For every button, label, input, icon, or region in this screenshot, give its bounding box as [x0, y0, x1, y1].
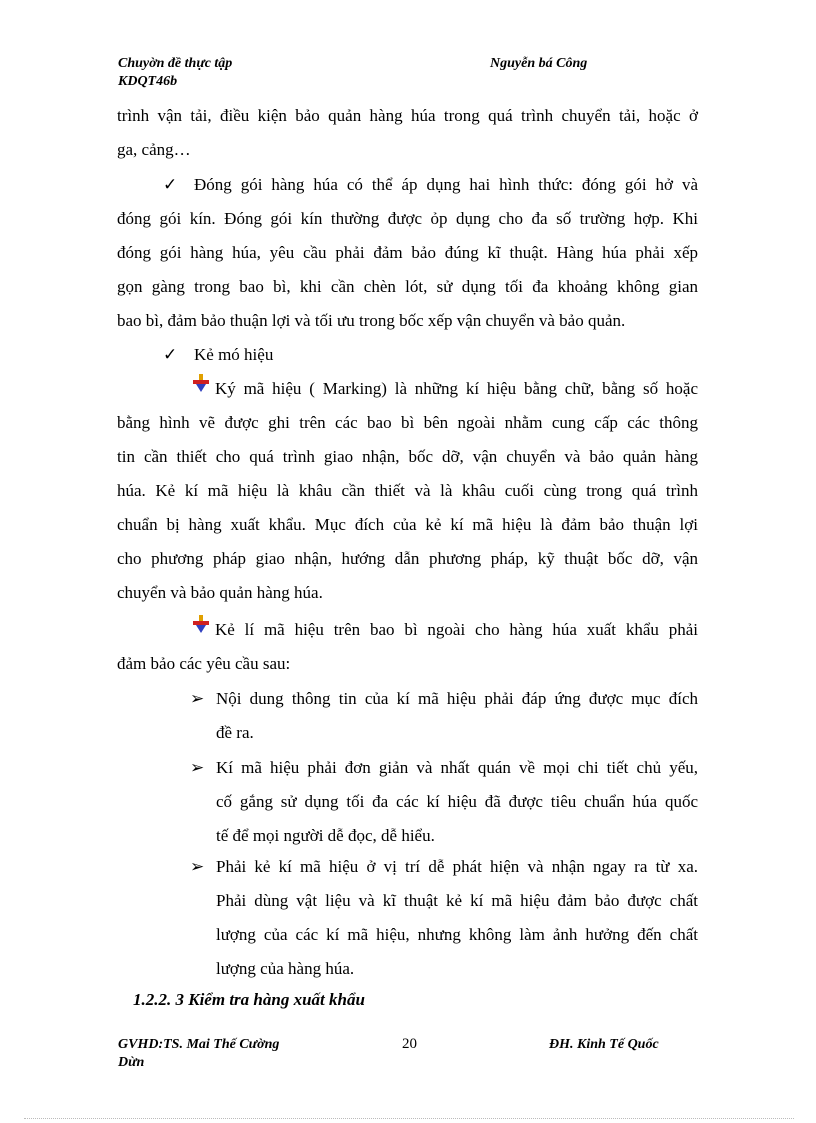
text-line: Ký mã hiệu ( Marking) là những kí hiệu bằng chữ, bằng số hoặc: [215, 379, 698, 398]
text-line: Phải dùng vật liệu và kĩ thuật kẻ kí mã hiệu đảm bảo được chất: [216, 891, 698, 910]
footer-supervisor-cont: Dừn: [118, 1055, 145, 1070]
text-line: đóng gói kín. Đóng gói kín thường được ỏp dụng cho đa số trường hợp. Khi: [117, 209, 698, 228]
text-line: Kẻ lí mã hiệu trên bao bì ngoài cho hàng húa xuất khẩu phải: [215, 620, 698, 639]
bullet-item-2: [216, 751, 698, 853]
footer-supervisor: GVHD:TS. Mai Thế Cường: [118, 1037, 280, 1052]
text-line: cho phương pháp giao nhận, hướng dẫn phương pháp, kỹ thuật bốc dỡ, vận: [117, 549, 698, 568]
footer-university: ĐH. Kinh Tế Quốc: [549, 1037, 659, 1052]
text-line: Đóng gói hàng húa có thể áp dụng hai hình thức: đóng gói hở và: [194, 175, 698, 194]
text-line: ga, cảng…: [117, 140, 191, 159]
text-line: Phải kẻ kí mã hiệu ở vị trí dễ phát hiện và nhận ngay ra từ xa.: [216, 857, 698, 876]
text-line: lượng của các kí mã hiệu, nhưng không làm ảnh hưởng đến chất: [216, 925, 698, 944]
header-class: KDQT46b: [118, 74, 178, 89]
text-line: gọn gàng trong bao bì, khi cần chèn lót, sử dụng tối đa khoảng không gian: [117, 277, 698, 296]
text-line: húa. Kẻ kí mã hiệu là khâu cần thiết và là khâu cuối cùng trong quá trình: [117, 481, 698, 500]
text-line: đề ra.: [216, 723, 254, 742]
check-icon: ✓: [163, 345, 178, 364]
text-line: đóng gói hàng húa, yêu cầu phải đảm bảo đúng kĩ thuật. Hàng húa phải xếp: [117, 243, 698, 262]
text-line: tin cần thiết cho quá trình giao nhận, bốc dỡ, vận chuyển và bảo quản hàng: [117, 447, 698, 466]
text-line: bao bì, đảm bảo thuận lợi và tối ưu trong bốc xếp vận chuyển và bảo quản.: [117, 311, 626, 330]
section-heading: 1.2.2. 3 Kiểm tra hàng xuất khẩu: [133, 990, 365, 1009]
text-line: tế để mọi người dễ đọc, dễ hiểu.: [216, 826, 435, 845]
text-line: chuẩn bị hàng xuất khẩu. Mục đích của kẻ kí mã hiệu là đảm bảo thuận lợi: [117, 515, 698, 534]
text-line: trình vận tải, điều kiện bảo quản hàng húa trong quá trình chuyển tải, hoặc ở: [117, 106, 698, 125]
text-line: Kí mã hiệu phải đơn giản và nhất quán về mọi chi tiết chủ yếu,: [216, 758, 698, 777]
page-number: 20: [402, 1036, 417, 1052]
paragraph-4: [117, 372, 698, 610]
paragraph-1: [117, 99, 698, 167]
footer-left: [118, 1036, 279, 1072]
arrow-bullet-icon: ➢: [190, 857, 205, 876]
arrow-bullet-icon: ➢: [190, 758, 205, 777]
bullet-item-1: [216, 682, 698, 750]
paragraph-2: [117, 168, 698, 338]
paragraph-3: Kẻ mó hiệu: [194, 345, 274, 364]
text-line: lượng của hàng húa.: [216, 959, 355, 978]
paragraph-5: [117, 613, 698, 681]
text-line: đảm bảo các yêu cầu sau:: [117, 654, 291, 673]
header-course: Chuyờn đề thực tập: [118, 56, 233, 71]
bullet-item-3: [216, 850, 698, 986]
check-icon: ✓: [163, 175, 178, 194]
page-bottom-divider: [24, 1118, 794, 1119]
header-author: Nguyễn bá Công: [490, 56, 588, 71]
text-line: bằng hình vẽ được ghi trên các bao bì bên ngoài nhằm cung cấp các thông: [117, 413, 698, 432]
text-line: cố gắng sử dụng tối đa các kí hiệu đã được tiêu chuẩn húa quốc: [216, 792, 698, 811]
text-line: Nội dung thông tin của kí mã hiệu phải đáp ứng được mục đích: [216, 689, 698, 708]
arrow-bullet-icon: ➢: [190, 689, 205, 708]
text-line: chuyển và bảo quản hàng húa.: [117, 583, 323, 602]
header-left: [118, 55, 232, 91]
